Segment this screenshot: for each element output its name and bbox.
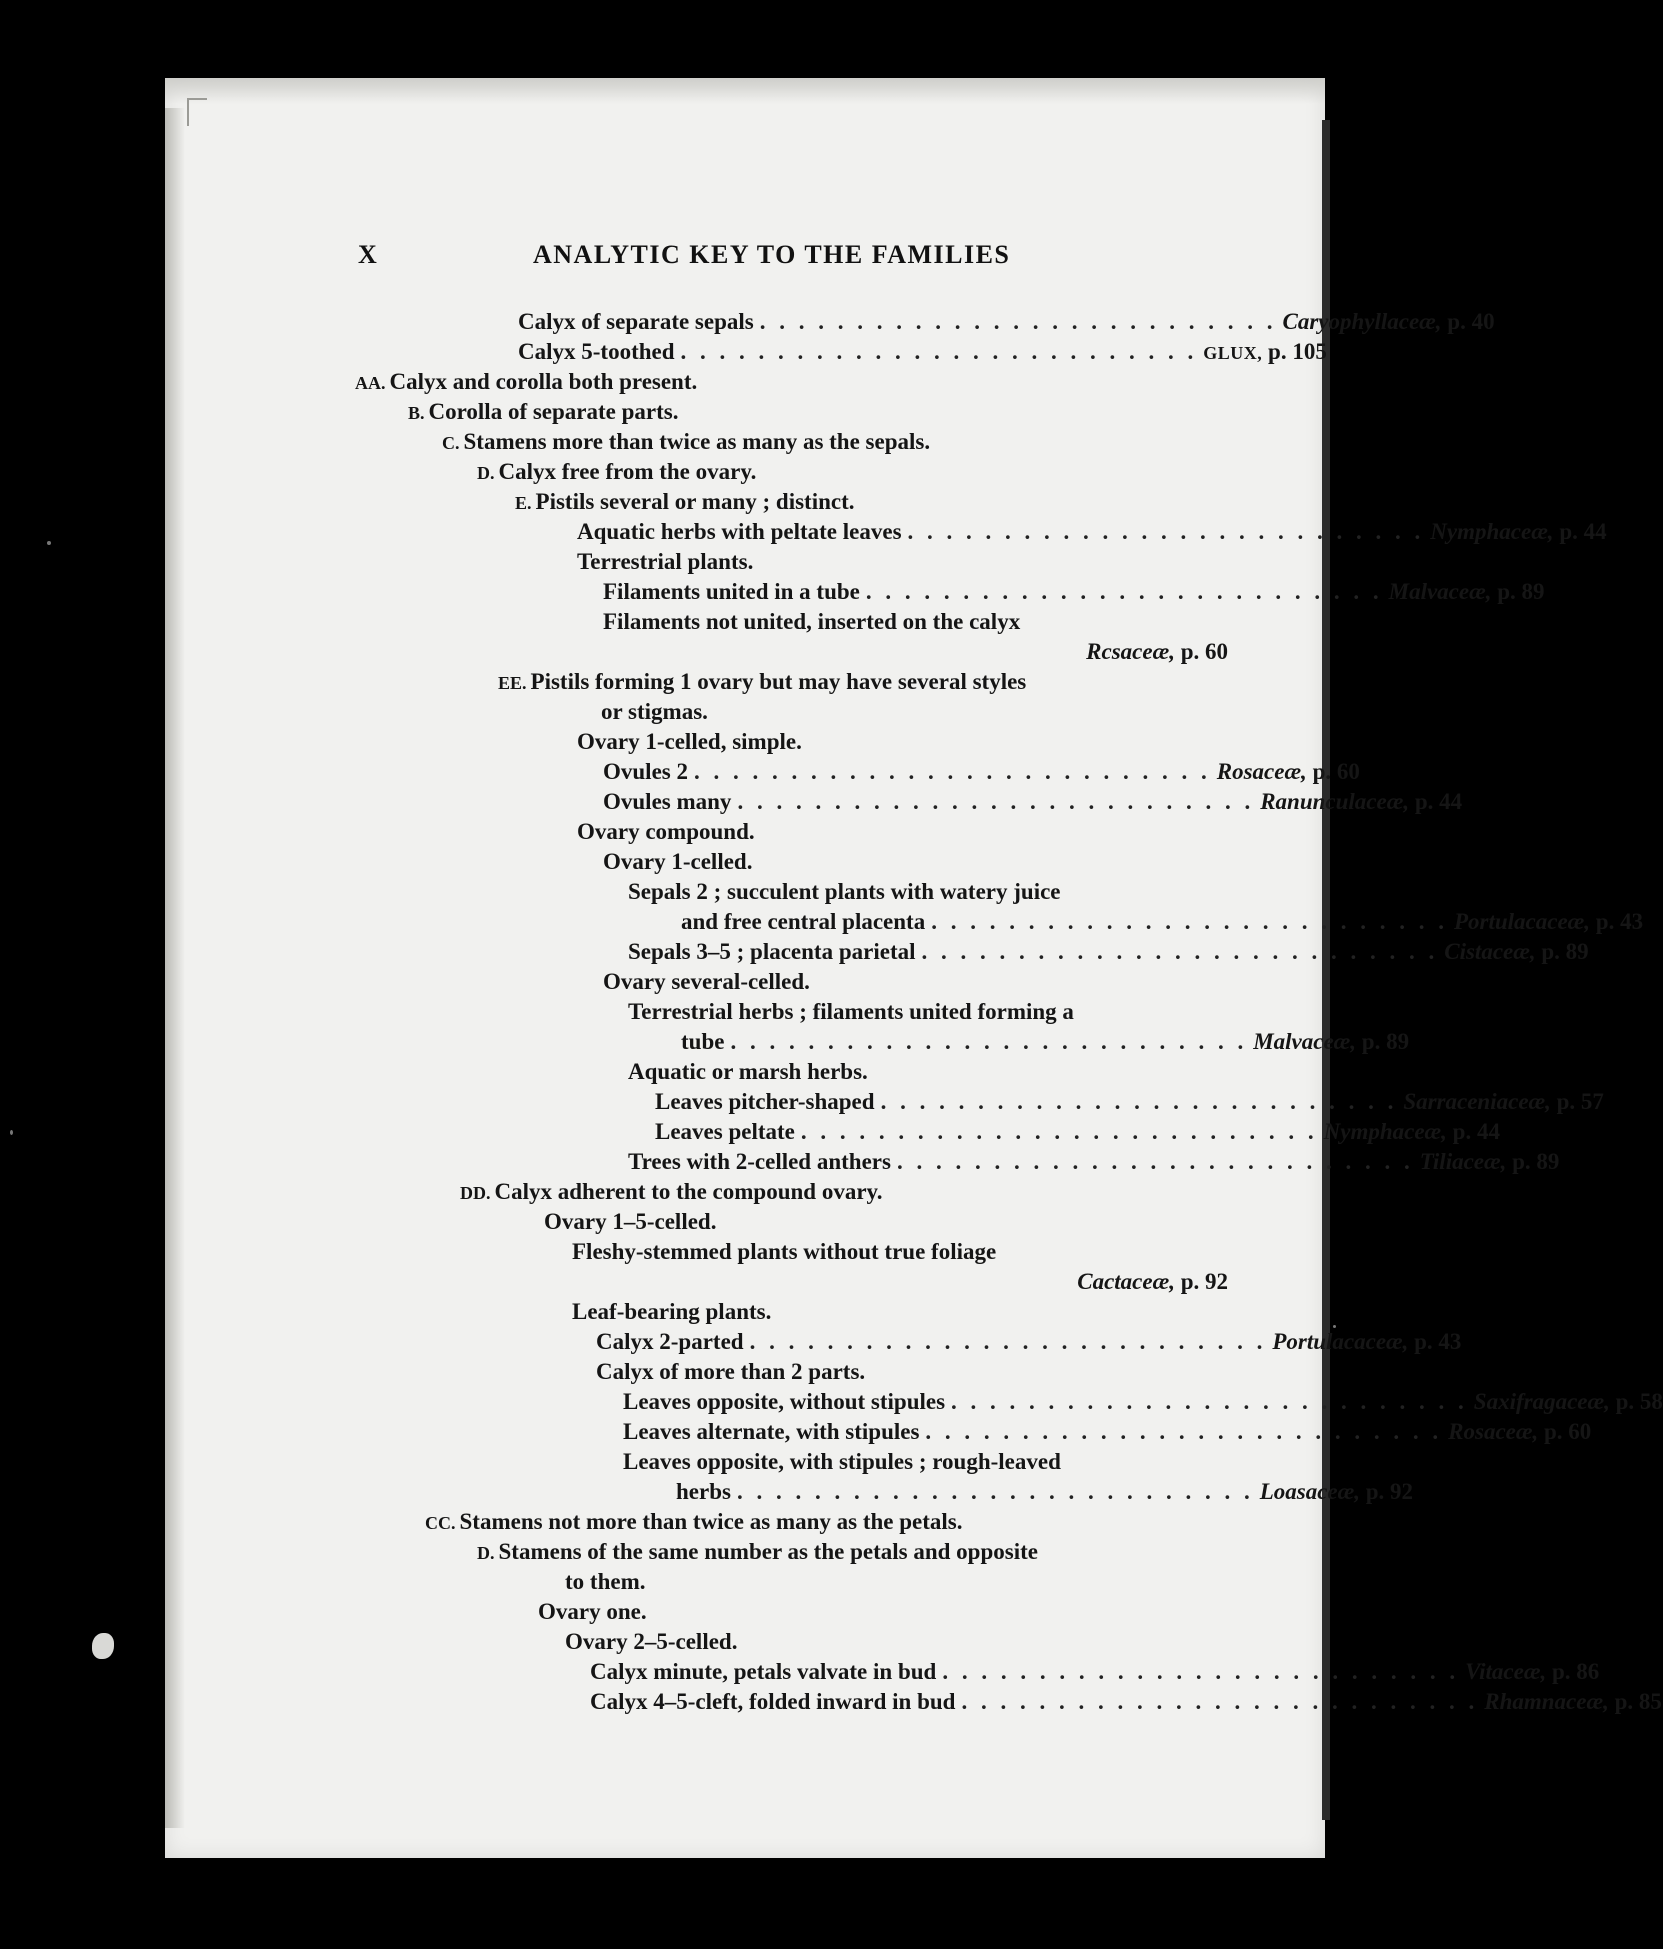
family-reference: [1217, 757, 1360, 787]
family-name: Malvaceæ,: [1388, 579, 1492, 604]
key-line-text: Corolla of separate parts.: [428, 399, 679, 424]
key-line: [603, 577, 1545, 607]
key-line-text: Calyx free from the ovary.: [498, 459, 757, 484]
family-reference: [1203, 337, 1327, 368]
page-corner-fold: [187, 98, 207, 126]
family-reference: [1324, 1117, 1500, 1147]
page-reference: p. 89: [1535, 939, 1589, 964]
page-reference: p. 85: [1608, 1689, 1662, 1714]
family-name: Ranunculaceæ,: [1260, 789, 1410, 814]
page-reference: p. 43: [1408, 1329, 1462, 1354]
family-reference: [1260, 1477, 1413, 1507]
key-line: [676, 1477, 1414, 1507]
family-reference: [1077, 1267, 1228, 1297]
key-line-text: Ovary 2–5-celled.: [565, 1629, 738, 1654]
key-line-text: Aquatic or marsh herbs.: [628, 1059, 868, 1084]
page-reference: p. 60: [1538, 1419, 1592, 1444]
key-line: [603, 847, 752, 877]
family-reference: [1282, 307, 1494, 337]
key-line-text: Sepals 2 ; succulent plants with watery juice: [628, 879, 1061, 904]
family-reference: [1260, 787, 1462, 817]
family-name: Cactaceæ,: [1077, 1269, 1175, 1294]
family-reference: [1474, 1387, 1663, 1417]
family-name: Saxifragaceæ,: [1473, 1389, 1610, 1414]
page-reference: p. 86: [1546, 1659, 1600, 1684]
family-reference: [1484, 1687, 1662, 1717]
family-reference: [1403, 1087, 1604, 1117]
page-reference: p. 92: [1359, 1479, 1414, 1504]
key-line: [681, 1027, 1410, 1057]
key-line-text: Calyx minute, petals valvate in bud: [590, 1659, 937, 1684]
family-name: Cistaceæ,: [1444, 939, 1536, 964]
page-top-shadow: [165, 78, 1325, 104]
key-line: [590, 1687, 1662, 1717]
scan-speck: [47, 541, 51, 545]
key-marker: D.: [477, 463, 495, 483]
family-name: Rcsaceæ,: [1086, 639, 1175, 664]
key-line-text: Ovary 1–5-celled.: [544, 1209, 717, 1234]
key-line: [442, 427, 930, 457]
family-name: GLUX,: [1203, 343, 1263, 363]
page-reference: p. 40: [1441, 309, 1495, 334]
family-reference: [1389, 577, 1545, 607]
key-line: [477, 1537, 1038, 1567]
key-line-text: or stigmas.: [601, 699, 708, 724]
key-marker: EE.: [498, 673, 527, 693]
key-line-text: and free central placenta: [681, 909, 926, 934]
binding-hole: [92, 1633, 114, 1659]
family-name: Portulacaceæ,: [1272, 1329, 1409, 1354]
key-line-text: Ovary one.: [538, 1599, 647, 1624]
page-reference: p. 89: [1491, 579, 1545, 604]
key-marker: C.: [442, 433, 460, 453]
scan-speck: [10, 1130, 13, 1135]
key-line-text: Ovules many: [603, 789, 732, 814]
key-line: [460, 1177, 883, 1207]
key-line-text: Trees with 2-celled anthers: [628, 1149, 891, 1174]
page-reference: p. 92: [1174, 1269, 1228, 1294]
key-line-text: Leaves opposite, with stipules ; rough-leaved: [623, 1449, 1061, 1474]
key-line-text: Pistils forming 1 ovary but may have several styles: [530, 669, 1027, 694]
family-reference: [1444, 937, 1588, 967]
key-line-text: Ovary several-celled.: [603, 969, 810, 994]
key-line: [596, 1327, 1462, 1357]
key-line-text: Stamens not more than twice as many as the petals.: [459, 1509, 963, 1534]
dot-leader: . . . . . . . . . . . . . . . . . . . . . . . . . . .: [931, 909, 1448, 934]
key-line-text: to them.: [565, 1569, 646, 1594]
dot-leader: . . . . . . . . . . . . . . . . . . . . . . . . . . .: [865, 579, 1383, 604]
right-gutter-shadow: [1322, 120, 1330, 1820]
key-line-text: Terrestrial plants.: [577, 549, 754, 574]
family-name: Portulacaceæ,: [1453, 909, 1591, 934]
key-line: [544, 1207, 716, 1237]
family-name: Vitaceæ,: [1465, 1659, 1547, 1684]
page-reference: p. 105: [1262, 339, 1327, 364]
key-line: [601, 697, 708, 727]
key-line: [572, 1237, 996, 1267]
page-reference: p. 89: [1506, 1149, 1560, 1174]
dot-leader: . . . . . . . . . . . . . . . . . . . . . . . . . . .: [680, 339, 1198, 364]
dot-leader: . . . . . . . . . . . . . . . . . . . . . . . . . . .: [921, 939, 1439, 964]
key-line-text: Calyx adherent to the compound ovary.: [494, 1179, 883, 1204]
key-line: [577, 547, 753, 577]
key-line-text: Leaves opposite, without stipules: [623, 1389, 946, 1414]
family-name: Sarraceniaceæ,: [1403, 1089, 1551, 1114]
key-line: [498, 667, 1026, 697]
key-line-text: Calyx of separate sepals: [518, 309, 754, 334]
page-reference: p. 44: [1446, 1119, 1500, 1144]
key-line-text: Filaments united in a tube: [603, 579, 860, 604]
page-reference: p. 89: [1356, 1029, 1410, 1054]
page-reference: p. 43: [1590, 909, 1644, 934]
key-line: [603, 637, 1228, 667]
key-line: [565, 1627, 737, 1657]
key-line: [655, 1087, 1604, 1117]
key-line: [628, 877, 1061, 907]
dot-leader: . . . . . . . . . . . . . . . . . . . . . . . . . . .: [759, 309, 1277, 334]
key-line: [623, 1447, 1061, 1477]
key-line: [623, 1387, 1663, 1417]
key-line-text: Leaf-bearing plants.: [572, 1299, 772, 1324]
family-name: Rhamnaceæ,: [1484, 1689, 1609, 1714]
family-name: Nymphaceæ,: [1430, 519, 1554, 544]
dot-leader: . . . . . . . . . . . . . . . . . . . . . . . . . . .: [942, 1659, 1460, 1684]
family-reference: [1448, 1417, 1591, 1447]
family-name: Nymphaceæ,: [1323, 1119, 1447, 1144]
family-name: Malvaceæ,: [1253, 1029, 1357, 1054]
key-line: [518, 307, 1495, 337]
key-line: [355, 367, 697, 397]
key-line: [565, 1567, 645, 1597]
key-line-text: Terrestrial herbs ; filaments united forming a: [628, 999, 1074, 1024]
key-line: [596, 1357, 865, 1387]
key-line-text: Calyx 4–5-cleft, folded inward in bud: [590, 1689, 956, 1714]
dot-leader: . . . . . . . . . . . . . . . . . . . . . . . . . . .: [730, 1029, 1248, 1054]
family-reference: [1454, 907, 1643, 937]
key-line: [515, 487, 855, 517]
dot-leader: . . . . . . . . . . . . . . . . . . . . . . . . . . .: [880, 1089, 1398, 1114]
page-reference: p. 44: [1409, 789, 1463, 814]
key-line-text: Aquatic herbs with peltate leaves: [577, 519, 902, 544]
dot-leader: . . . . . . . . . . . . . . . . . . . . . . . . . . .: [693, 759, 1211, 784]
key-line: [603, 967, 810, 997]
key-line: [628, 1057, 868, 1087]
key-line-text: Ovary 1-celled, simple.: [577, 729, 802, 754]
key-line: [408, 397, 679, 427]
key-marker: AA.: [355, 373, 386, 393]
dot-leader: . . . . . . . . . . . . . . . . . . . . . . . . . . .: [800, 1119, 1318, 1144]
key-line: [572, 1267, 1228, 1297]
dot-leader: . . . . . . . . . . . . . . . . . . . . . . . . . . .: [951, 1389, 1468, 1414]
key-line-text: Ovules 2: [603, 759, 688, 784]
key-line: [577, 517, 1607, 547]
key-line: [628, 997, 1074, 1027]
key-line-text: Calyx 5-toothed: [518, 339, 675, 364]
key-line: [603, 757, 1360, 787]
key-line-text: Sepals 3–5 ; placenta parietal: [628, 939, 916, 964]
key-line-text: Ovary 1-celled.: [603, 849, 753, 874]
family-name: Rosaceæ,: [1216, 759, 1307, 784]
page-reference: p. 60: [1306, 759, 1360, 784]
key-marker: CC.: [425, 1513, 456, 1533]
key-line: [538, 1597, 647, 1627]
family-name: Loasaceæ,: [1259, 1479, 1360, 1504]
page-reference: p. 58: [1609, 1389, 1663, 1414]
page-reference: p. 44: [1553, 519, 1607, 544]
key-line: [623, 1417, 1592, 1447]
dot-leader: . . . . . . . . . . . . . . . . . . . . . . . . . . .: [961, 1689, 1479, 1714]
family-reference: [1465, 1657, 1599, 1687]
key-line-text: Stamens of the same number as the petals and opposite: [498, 1539, 1038, 1564]
key-line-text: Fleshy-stemmed plants without true foliage: [572, 1239, 997, 1264]
key-marker: D.: [477, 1543, 495, 1563]
key-line-text: Leaves alternate, with stipules: [623, 1419, 920, 1444]
key-line-text: Calyx and corolla both present.: [389, 369, 698, 394]
family-name: Rosaceæ,: [1448, 1419, 1539, 1444]
key-line-text: Stamens more than twice as many as the sepals.: [463, 429, 931, 454]
dot-leader: . . . . . . . . . . . . . . . . . . . . . . . . . . .: [736, 1479, 1254, 1504]
key-line: [577, 727, 802, 757]
page-reference: p. 57: [1550, 1089, 1604, 1114]
key-line: [603, 787, 1463, 817]
key-line-text: Leaves peltate: [655, 1119, 795, 1144]
key-line: [577, 817, 755, 847]
dot-leader: . . . . . . . . . . . . . . . . . . . . . . . . . . .: [925, 1419, 1443, 1444]
key-line-text: Ovary compound.: [577, 819, 755, 844]
dot-leader: . . . . . . . . . . . . . . . . . . . . . . . . . . .: [749, 1329, 1267, 1354]
key-line: [590, 1657, 1600, 1687]
key-line-text: herbs: [676, 1479, 731, 1504]
key-line: [655, 1117, 1500, 1147]
key-line: [425, 1507, 963, 1537]
key-line: [628, 937, 1589, 967]
key-line: [477, 457, 756, 487]
family-name: Tiliaceæ,: [1419, 1149, 1507, 1174]
family-reference: [1253, 1027, 1409, 1057]
family-reference: [1430, 517, 1606, 547]
key-line: [572, 1297, 771, 1327]
dot-leader: . . . . . . . . . . . . . . . . . . . . . . . . . . .: [896, 1149, 1414, 1174]
family-reference: [1272, 1327, 1461, 1357]
key-line: [628, 1147, 1560, 1177]
family-name: Caryophyllaceæ,: [1282, 309, 1442, 334]
page-folio: X: [358, 240, 377, 269]
running-head-title: ANALYTIC KEY TO THE FAMILIES: [533, 240, 1011, 269]
key-line: [518, 337, 1327, 367]
key-line-text: Leaves pitcher-shaped: [655, 1089, 875, 1114]
dot-leader: . . . . . . . . . . . . . . . . . . . . . . . . . . .: [737, 789, 1255, 814]
key-marker: B.: [408, 403, 425, 423]
key-marker: E.: [515, 493, 532, 513]
page-left-edge: [165, 108, 185, 1828]
key-line-text: Calyx of more than 2 parts.: [596, 1359, 866, 1384]
key-line-text: Filaments not united, inserted on the calyx: [603, 609, 1021, 634]
key-line: [603, 607, 1020, 637]
family-reference: [1420, 1147, 1560, 1177]
key-line-text: tube: [681, 1029, 725, 1054]
key-marker: DD.: [460, 1183, 491, 1203]
dot-leader: . . . . . . . . . . . . . . . . . . . . . . . . . . .: [907, 519, 1425, 544]
page-reference: p. 60: [1174, 639, 1228, 664]
family-reference: [1086, 637, 1228, 667]
key-line-text: Calyx 2-parted: [596, 1329, 744, 1354]
key-line: [681, 907, 1644, 937]
key-line-text: Pistils several or many ; distinct.: [535, 489, 855, 514]
